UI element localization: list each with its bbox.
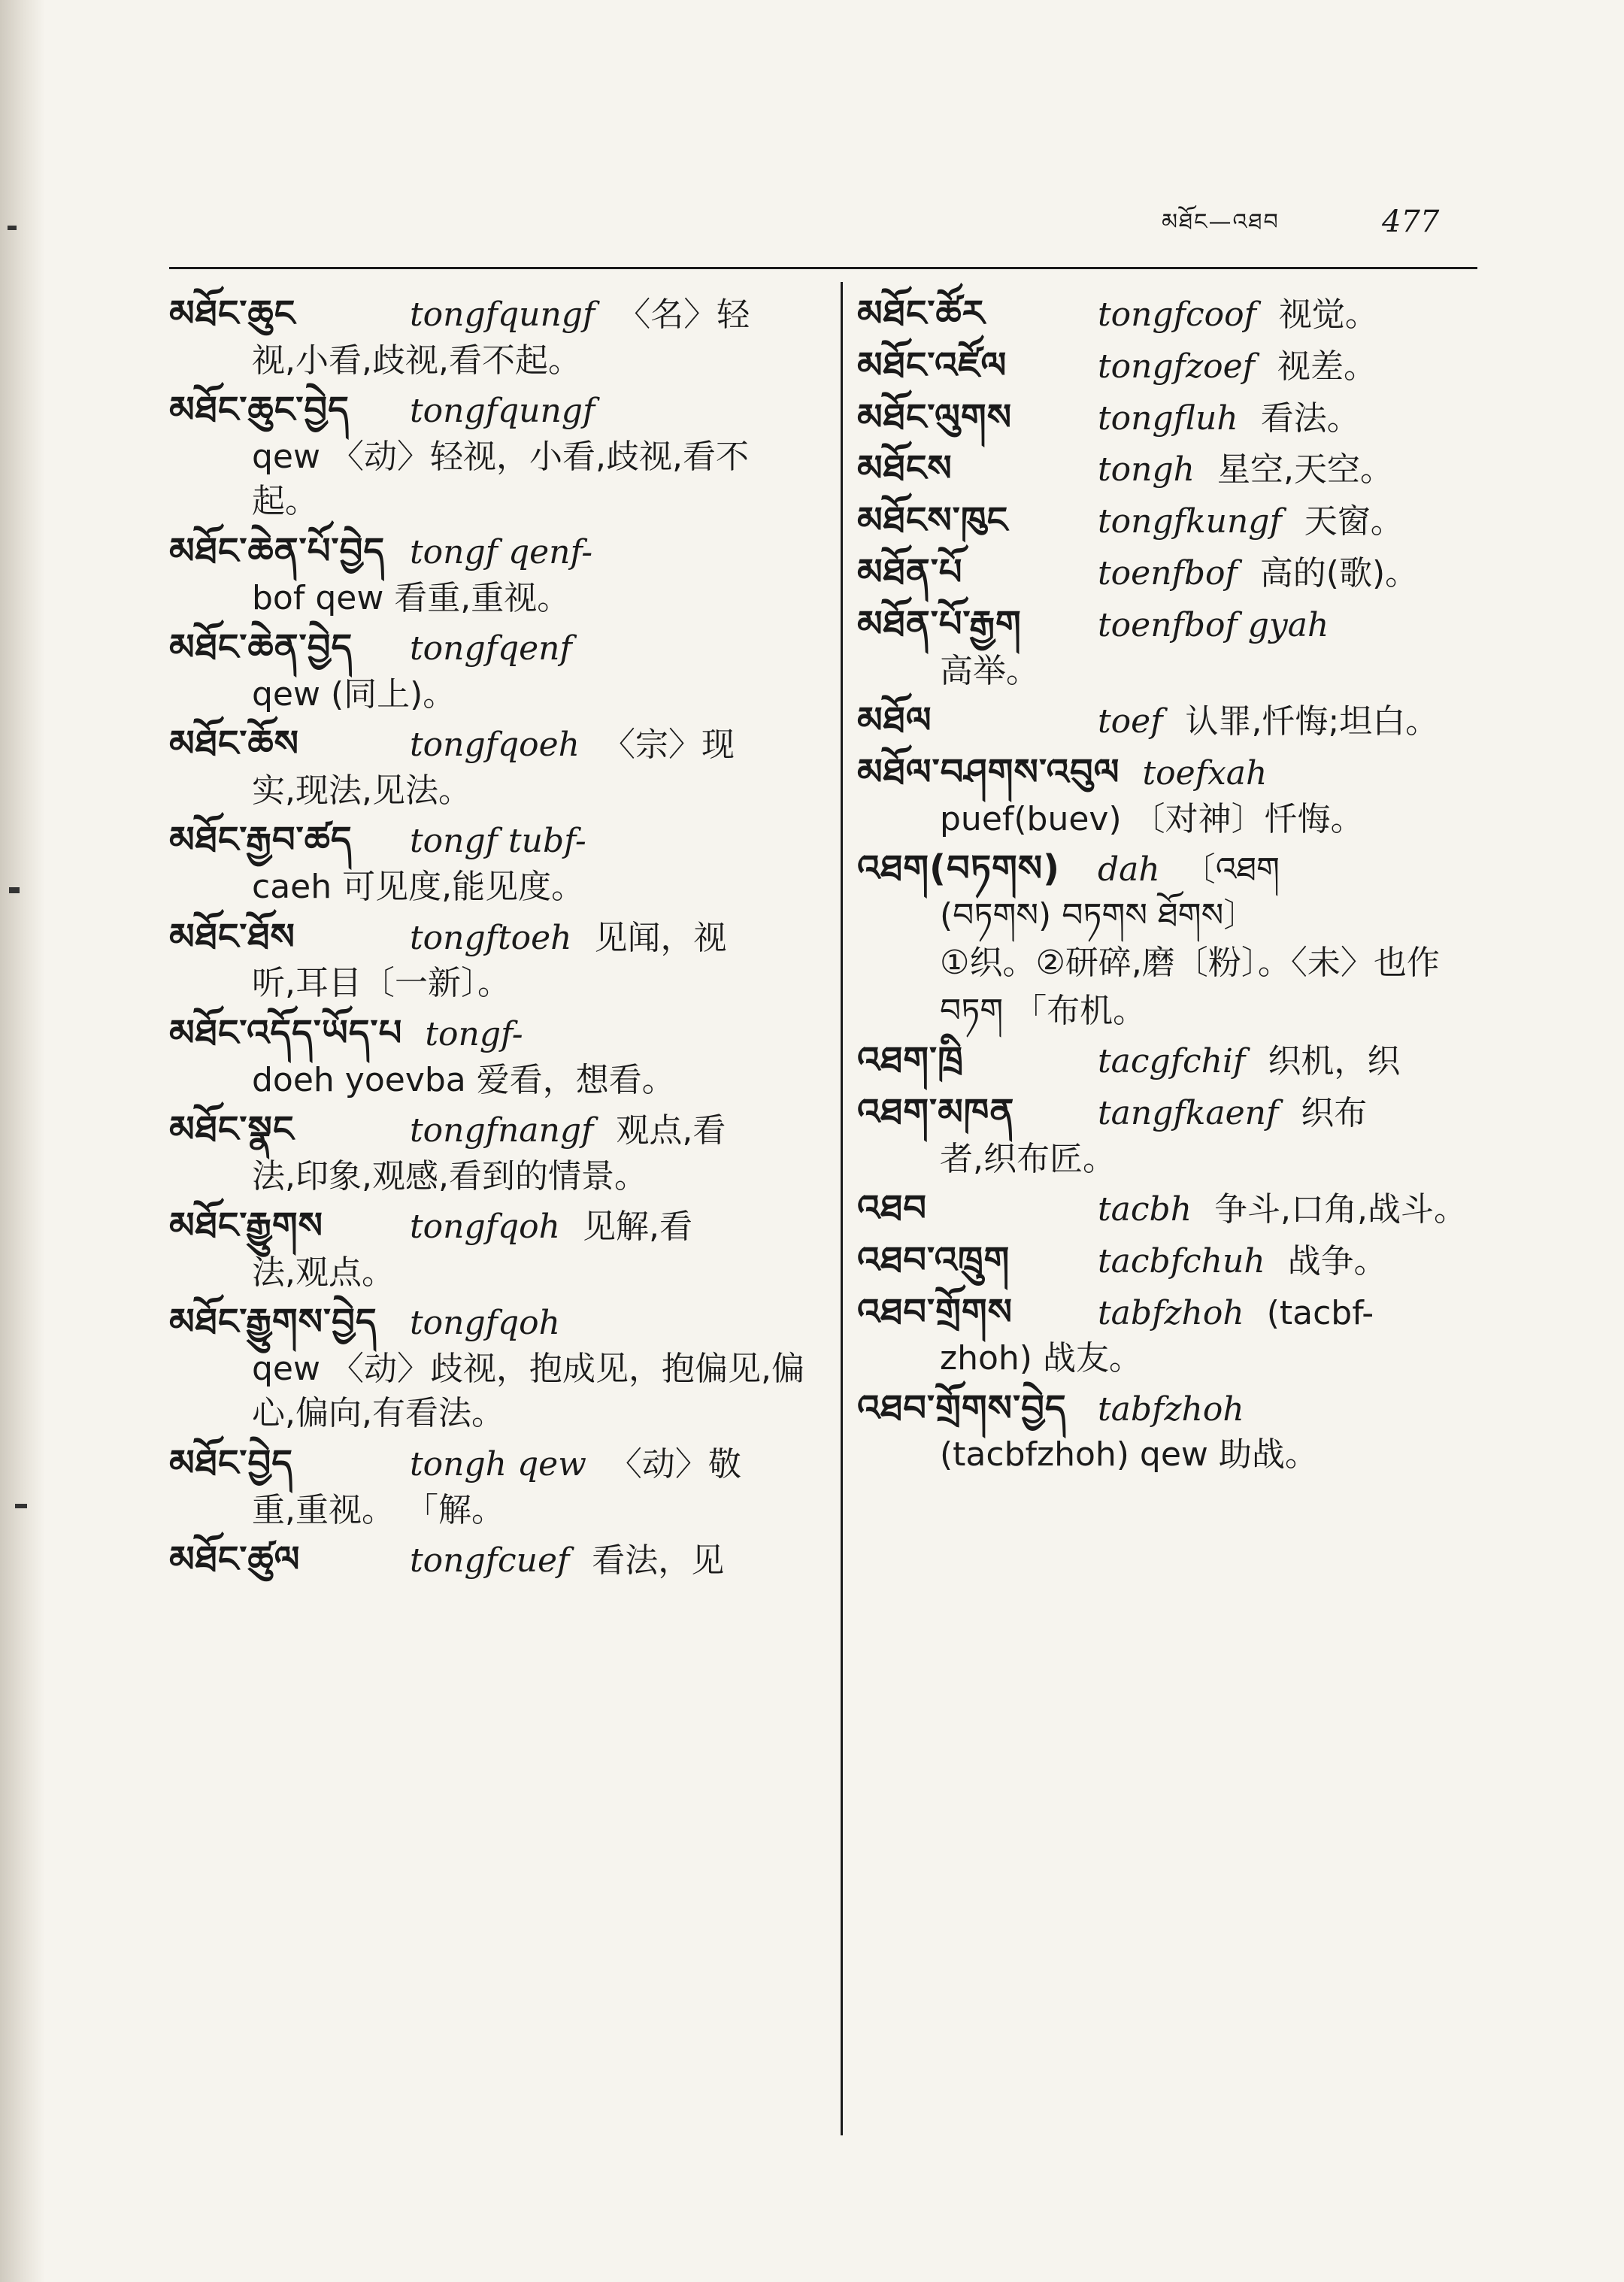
entry-headline xyxy=(169,913,808,962)
entry-headline xyxy=(857,696,1496,745)
tibetan-headword: མཐོང་ཆེན་བྱེད xyxy=(169,626,353,668)
entry-headline xyxy=(857,341,1496,390)
definition: 〈动〉敬 xyxy=(608,1444,741,1483)
romanization: tabfzhoh xyxy=(1098,1293,1244,1332)
dictionary-entry xyxy=(857,1288,1496,1381)
entry-headline xyxy=(857,393,1496,442)
tibetan-headword: མཐོལ་བཤགས་འབུལ xyxy=(857,750,1120,793)
definition-continuation: qew 〈动〉轻视，小看,歧视,看不起。 xyxy=(252,437,749,521)
dictionary-entry xyxy=(169,816,808,909)
dictionary-entry xyxy=(169,289,808,383)
definition: 看法，见 xyxy=(592,1541,725,1580)
tibetan-headword: འཐབ xyxy=(857,1186,928,1229)
definition-continuation: qew (同上)。 xyxy=(252,674,456,714)
dictionary-entry xyxy=(169,623,808,717)
entry-headline xyxy=(169,1105,808,1154)
definition: 〔འཐག xyxy=(1182,850,1280,889)
definition-continuation: (tacbfzhoh) qew 助战。 xyxy=(940,1435,1318,1474)
definition: 战争。 xyxy=(1287,1241,1387,1280)
entry-headline xyxy=(169,816,808,865)
tibetan-headword: འཐབ་གྲོགས་བྱེད xyxy=(857,1386,1067,1429)
romanization: toefxah xyxy=(1142,753,1268,792)
definition: 视差。 xyxy=(1277,347,1377,386)
definition-continuation: 法,观点。 xyxy=(252,1253,395,1292)
column-divider xyxy=(841,282,843,2135)
entry-headline xyxy=(857,496,1496,545)
dictionary-entry xyxy=(857,444,1496,493)
spine-mark xyxy=(8,226,17,230)
romanization: tongh qew xyxy=(410,1444,586,1483)
tibetan-headword: མཐོང་ཆེན་པོ་བྱེད xyxy=(169,529,386,572)
romanization: tongfcuef xyxy=(410,1541,570,1580)
dictionary-entry xyxy=(857,341,1496,390)
romanization: tongfqenf xyxy=(410,629,572,668)
definition: 观点,看 xyxy=(616,1111,726,1150)
entry-headline xyxy=(857,600,1496,649)
dictionary-entry xyxy=(169,1105,808,1199)
definition: 星空,天空。 xyxy=(1217,450,1394,489)
dictionary-entry xyxy=(857,696,1496,745)
dictionary-entry xyxy=(857,289,1496,338)
tibetan-headword: འཐག་མཁན xyxy=(857,1090,1015,1133)
entry-headline xyxy=(169,623,808,672)
romanization: tacbh xyxy=(1098,1189,1192,1229)
dictionary-entry xyxy=(857,844,1496,938)
tibetan-headword: མཐོང་སྣང xyxy=(169,1108,295,1150)
tibetan-headword: མཐོང་ལུགས xyxy=(857,395,1013,438)
definition: 织布 xyxy=(1301,1093,1368,1132)
definition-continuation: བཏག 「布机。 xyxy=(940,991,1147,1030)
dictionary-entry xyxy=(169,1009,808,1102)
entry-headline xyxy=(857,289,1496,338)
definition: 见闻，视 xyxy=(594,918,727,957)
entry-headline xyxy=(857,1288,1496,1337)
tibetan-headword: མཐོན་པོ xyxy=(857,550,963,593)
romanization: toef xyxy=(1098,702,1163,741)
definition-continuation: 重,重视。 「解。 xyxy=(252,1490,504,1529)
dictionary-entry xyxy=(169,527,808,620)
definition-continuation: puef(buev) 〔对神〕忏悔。 xyxy=(940,799,1364,838)
definition-continuation: bof qew 看重,重视。 xyxy=(252,578,571,617)
definition: 〈名〉轻 xyxy=(617,295,750,334)
dictionary-entry xyxy=(857,548,1496,597)
definition: 见解,看 xyxy=(582,1208,692,1247)
definition-continuation: 视,小看,歧视,看不起。 xyxy=(252,341,581,380)
definition: 视觉。 xyxy=(1278,295,1378,334)
definition-continuation: 实,现法,见法。 xyxy=(252,771,471,810)
dictionary-entry xyxy=(169,720,808,813)
tibetan-headword: མཐོང་ཐོས xyxy=(169,915,295,958)
entry-headline xyxy=(857,548,1496,597)
romanization: tongfkungf xyxy=(1098,502,1282,541)
entry-headline xyxy=(857,1036,1496,1085)
entry-headline xyxy=(857,748,1496,797)
dictionary-entry xyxy=(857,496,1496,545)
romanization: tongh xyxy=(1098,450,1195,489)
romanization: toenfbof xyxy=(1098,553,1238,592)
dictionary-entry xyxy=(857,1384,1496,1477)
entry-headline xyxy=(169,1009,808,1058)
dictionary-entry xyxy=(169,1298,808,1436)
romanization: tacgfchif xyxy=(1098,1041,1246,1080)
definition: 高的(歌)。 xyxy=(1259,553,1419,592)
definition: (tacbf- xyxy=(1266,1293,1374,1332)
dictionary-entry xyxy=(857,1184,1496,1233)
tibetan-headword: མཐོང་ཚོར xyxy=(857,292,986,335)
romanization: tabfzhoh xyxy=(1098,1390,1244,1429)
tibetan-headword: མཐོང་ཆུང xyxy=(169,292,296,335)
romanization: tongfluh xyxy=(1098,399,1238,438)
definition-continuation: 者,织布匠。 xyxy=(940,1139,1116,1178)
tibetan-headword: འཐབ་གྲོགས xyxy=(857,1290,1013,1333)
entry-headline xyxy=(169,1535,808,1584)
romanization: tongfcoof xyxy=(1098,295,1256,334)
tibetan-headword: མཐོང་ཚུལ xyxy=(169,1538,301,1581)
dictionary-entry xyxy=(169,1439,808,1532)
entry-headline xyxy=(857,1088,1496,1137)
entry-headline xyxy=(857,1236,1496,1285)
entry-headline xyxy=(169,1439,808,1488)
definition: 争斗,口角,战斗。 xyxy=(1214,1189,1468,1229)
romanization: tongfqungf xyxy=(410,295,595,334)
definition-continuation: zhoh) 战友。 xyxy=(940,1339,1142,1378)
entry-headline xyxy=(857,844,1496,893)
romanization: tongfqoh xyxy=(410,1208,560,1247)
dictionary-entry xyxy=(169,1202,808,1295)
entry-headline xyxy=(169,386,808,435)
entry-headline xyxy=(857,444,1496,493)
dictionary-entry xyxy=(857,989,1496,1033)
book-spine xyxy=(0,0,45,2282)
definition: 〈宗〉现 xyxy=(602,726,735,765)
romanization: toenfbof gyah xyxy=(1098,605,1329,644)
romanization: tongfqungf xyxy=(410,392,595,431)
romanization: tongf tubf- xyxy=(410,822,586,861)
tibetan-headword: མཐོང་བྱེད xyxy=(169,1441,294,1484)
spine-mark xyxy=(15,1504,27,1508)
definition-continuation: ①织。②研碎,磨〔粉〕。〈未〉也作 xyxy=(940,944,1440,983)
tibetan-headword: མཐོན་པོ་རྒྱག xyxy=(857,602,1022,645)
dictionary-entry xyxy=(857,600,1496,693)
dictionary-entry xyxy=(169,1535,808,1584)
definition: 认罪,忏悔;坦白。 xyxy=(1185,702,1439,741)
definition: 织机，织 xyxy=(1268,1041,1401,1080)
entry-headline xyxy=(169,1202,808,1250)
tibetan-headword: མཐོངས་ཁུང xyxy=(857,499,1009,542)
tibetan-headword: མཐོང་འདོད་ཡོད་པ xyxy=(169,1011,403,1054)
entry-headline xyxy=(857,1184,1496,1233)
header-rule xyxy=(169,267,1477,269)
dictionary-entry xyxy=(857,1036,1496,1085)
entry-headline xyxy=(169,527,808,576)
romanization: tangfkaenf xyxy=(1098,1093,1279,1132)
tibetan-headword: མཐོང་རྒྱུགས xyxy=(169,1205,324,1247)
dictionary-entry xyxy=(857,941,1496,985)
entry-headline xyxy=(169,289,808,338)
romanization: dah xyxy=(1098,850,1160,889)
entry-headline xyxy=(857,1384,1496,1433)
romanization: tongfzoef xyxy=(1098,347,1255,386)
tibetan-headword: མཐོང་ཆོས xyxy=(169,723,300,765)
entry-headline xyxy=(169,720,808,768)
running-header: མཐོང—འཐབ xyxy=(1162,209,1280,235)
definition-continuation: qew 〈动〉歧视，抱成见，抱偏见,偏心,偏向,有看法。 xyxy=(252,1350,804,1433)
romanization: tacbfchuh xyxy=(1098,1241,1265,1280)
romanization: tongf- xyxy=(425,1014,523,1053)
dictionary-entry xyxy=(169,386,808,524)
dictionary-entry xyxy=(857,748,1496,841)
romanization: tongfqoeh xyxy=(410,726,580,765)
dictionary-entry xyxy=(857,1236,1496,1285)
dictionary-entry xyxy=(857,393,1496,442)
tibetan-headword: འཐག(བཏགས) xyxy=(857,847,1061,889)
dictionary-entry xyxy=(169,913,808,1006)
right-column xyxy=(857,289,1496,1480)
romanization: tongftoeh xyxy=(410,918,572,957)
romanization: tongfqoh xyxy=(410,1304,560,1343)
romanization: tongfnangf xyxy=(410,1111,594,1150)
romanization: tongf qenf- xyxy=(410,532,593,571)
definition-continuation: (བཏགས) བཏགས ཐོགས〕 xyxy=(940,896,1257,935)
dictionary-entry xyxy=(857,1088,1496,1181)
definition-continuation: caeh 可见度,能见度。 xyxy=(252,868,585,907)
left-column xyxy=(169,289,808,1587)
tibetan-headword: མཐོངས xyxy=(857,447,953,490)
tibetan-headword: འཐབ་འཁྲུག xyxy=(857,1238,1010,1281)
entry-headline xyxy=(169,1298,808,1347)
definition: 天窗。 xyxy=(1304,502,1404,541)
tibetan-headword: མཐོང་ཆུང་བྱེད xyxy=(169,389,350,432)
definition-continuation: 高举。 xyxy=(940,651,1039,690)
definition-continuation: 听,耳目〔一新〕。 xyxy=(252,964,511,1003)
definition-continuation: doeh yoevba 爱看，想看。 xyxy=(252,1060,675,1099)
page-number: 477 xyxy=(1382,205,1440,239)
definition-continuation: 法,印象,观感,看到的情景。 xyxy=(252,1156,647,1196)
tibetan-headword: མཐོང་རྒྱུགས་བྱེད xyxy=(169,1301,377,1344)
definition: 看法。 xyxy=(1260,399,1360,438)
tibetan-headword: འཐག་ཁྲི xyxy=(857,1038,964,1081)
tibetan-headword: མཐོང་རྒྱབ་ཚད xyxy=(169,819,353,862)
tibetan-headword: མཐོང་འཛོལ xyxy=(857,344,1007,386)
spine-mark xyxy=(9,887,20,893)
tibetan-headword: མཐོལ xyxy=(857,699,932,741)
